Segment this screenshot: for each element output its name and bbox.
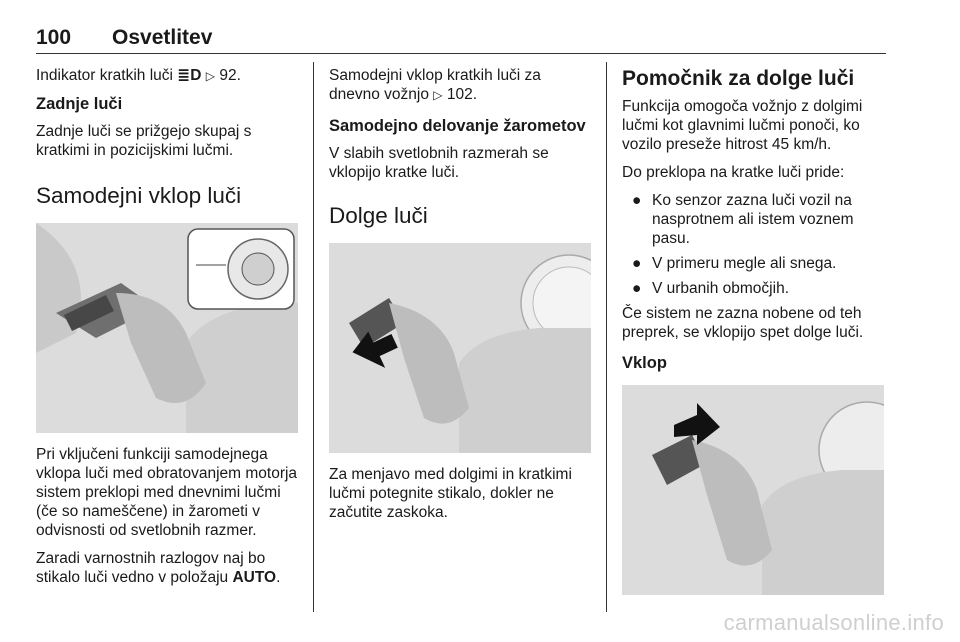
auto-lights-text: Pri vključeni funkciji samodejnega vklopa luči med obratovanjem motorja sistem preklopi med dnevnimi lučmi (če so nameščene) in žarometi v odvisnosti od svetlobnih razmer. xyxy=(36,446,298,539)
bullet-icon: ● xyxy=(632,192,642,209)
high-beam-illustration xyxy=(329,243,591,453)
section-title: Osvetlitev xyxy=(112,26,213,49)
auto-lights-heading: Samodejni vklop luči xyxy=(36,183,242,208)
rear-lights-text: Zadnje luči se prižgejo skupaj s kratkimi in pozicijskimi lučmi. xyxy=(36,123,252,159)
page-reference[interactable]: 92. xyxy=(219,67,241,84)
condition-list xyxy=(622,191,887,298)
list-item: ● V urbanih območjih. xyxy=(632,280,789,297)
high-beam-heading: Dolge luči xyxy=(329,203,428,228)
auto-position-text: Zaradi varnostnih razlogov naj bo stikalo luči vedno v položaju AUTO. xyxy=(36,550,281,586)
reference-triangle-icon: ▷ xyxy=(433,88,443,102)
intro-line: Indikator kratkih luči ≣D ▷ 92. xyxy=(36,67,241,84)
auto-position-label: AUTO xyxy=(232,569,277,586)
column-divider-2 xyxy=(606,62,607,612)
column-divider-1 xyxy=(313,62,314,612)
drl-line: Samodejni vklop kratkih luči za dnevno vožnjo ▷ 102. xyxy=(329,67,541,103)
light-switch-illustration xyxy=(36,223,298,433)
low-beam-icon: ≣D xyxy=(177,67,202,84)
high-beam-assist-heading: Pomočnik za dolge luči xyxy=(622,67,855,90)
rear-lights-heading: Zadnje luči xyxy=(36,95,123,113)
assist-switch-illustration xyxy=(622,385,884,595)
column-1 xyxy=(36,66,301,596)
bullet-icon: ● xyxy=(632,280,642,297)
reference-triangle-icon: ▷ xyxy=(205,69,216,83)
switch-intro-text: Do preklopa na kratke luči pride: xyxy=(622,164,845,181)
watermark: carmanualsonline.info xyxy=(723,610,944,635)
bullet-icon: ● xyxy=(632,255,642,272)
column-2 xyxy=(329,66,594,531)
list-item: ● V primeru megle ali snega. xyxy=(632,255,837,272)
after-list-text: Če sistem ne zazna nobene od teh preprek, se vklopijo spet dolge luči. xyxy=(622,305,864,341)
list-item: ● Ko senzor zazna luči vozil na nasprotnem ali istem voznem pasu. xyxy=(632,192,854,247)
page-number: 100 xyxy=(36,26,72,49)
high-beam-text: Za menjavo med dolgimi in kratkimi lučmi potegnite stikalo, dokler ne začutite zaskoka. xyxy=(329,466,572,521)
header-rule xyxy=(36,53,886,54)
page-reference[interactable]: 102. xyxy=(446,86,477,103)
column-3 xyxy=(622,66,887,607)
high-beam-assist-text: Funkcija omogoča vožnjo z dolgimi lučmi kot glavnimi lučmi ponoči, ko vozilo preseže hitrost 45 km/h. xyxy=(622,98,863,153)
activation-heading: Vklop xyxy=(622,354,667,372)
auto-headlight-text: V slabih svetlobnih razmerah se vklopijo kratke luči. xyxy=(329,145,549,181)
page-header xyxy=(36,26,886,50)
auto-headlight-heading: Samodejno delovanje žarometov xyxy=(329,117,586,135)
